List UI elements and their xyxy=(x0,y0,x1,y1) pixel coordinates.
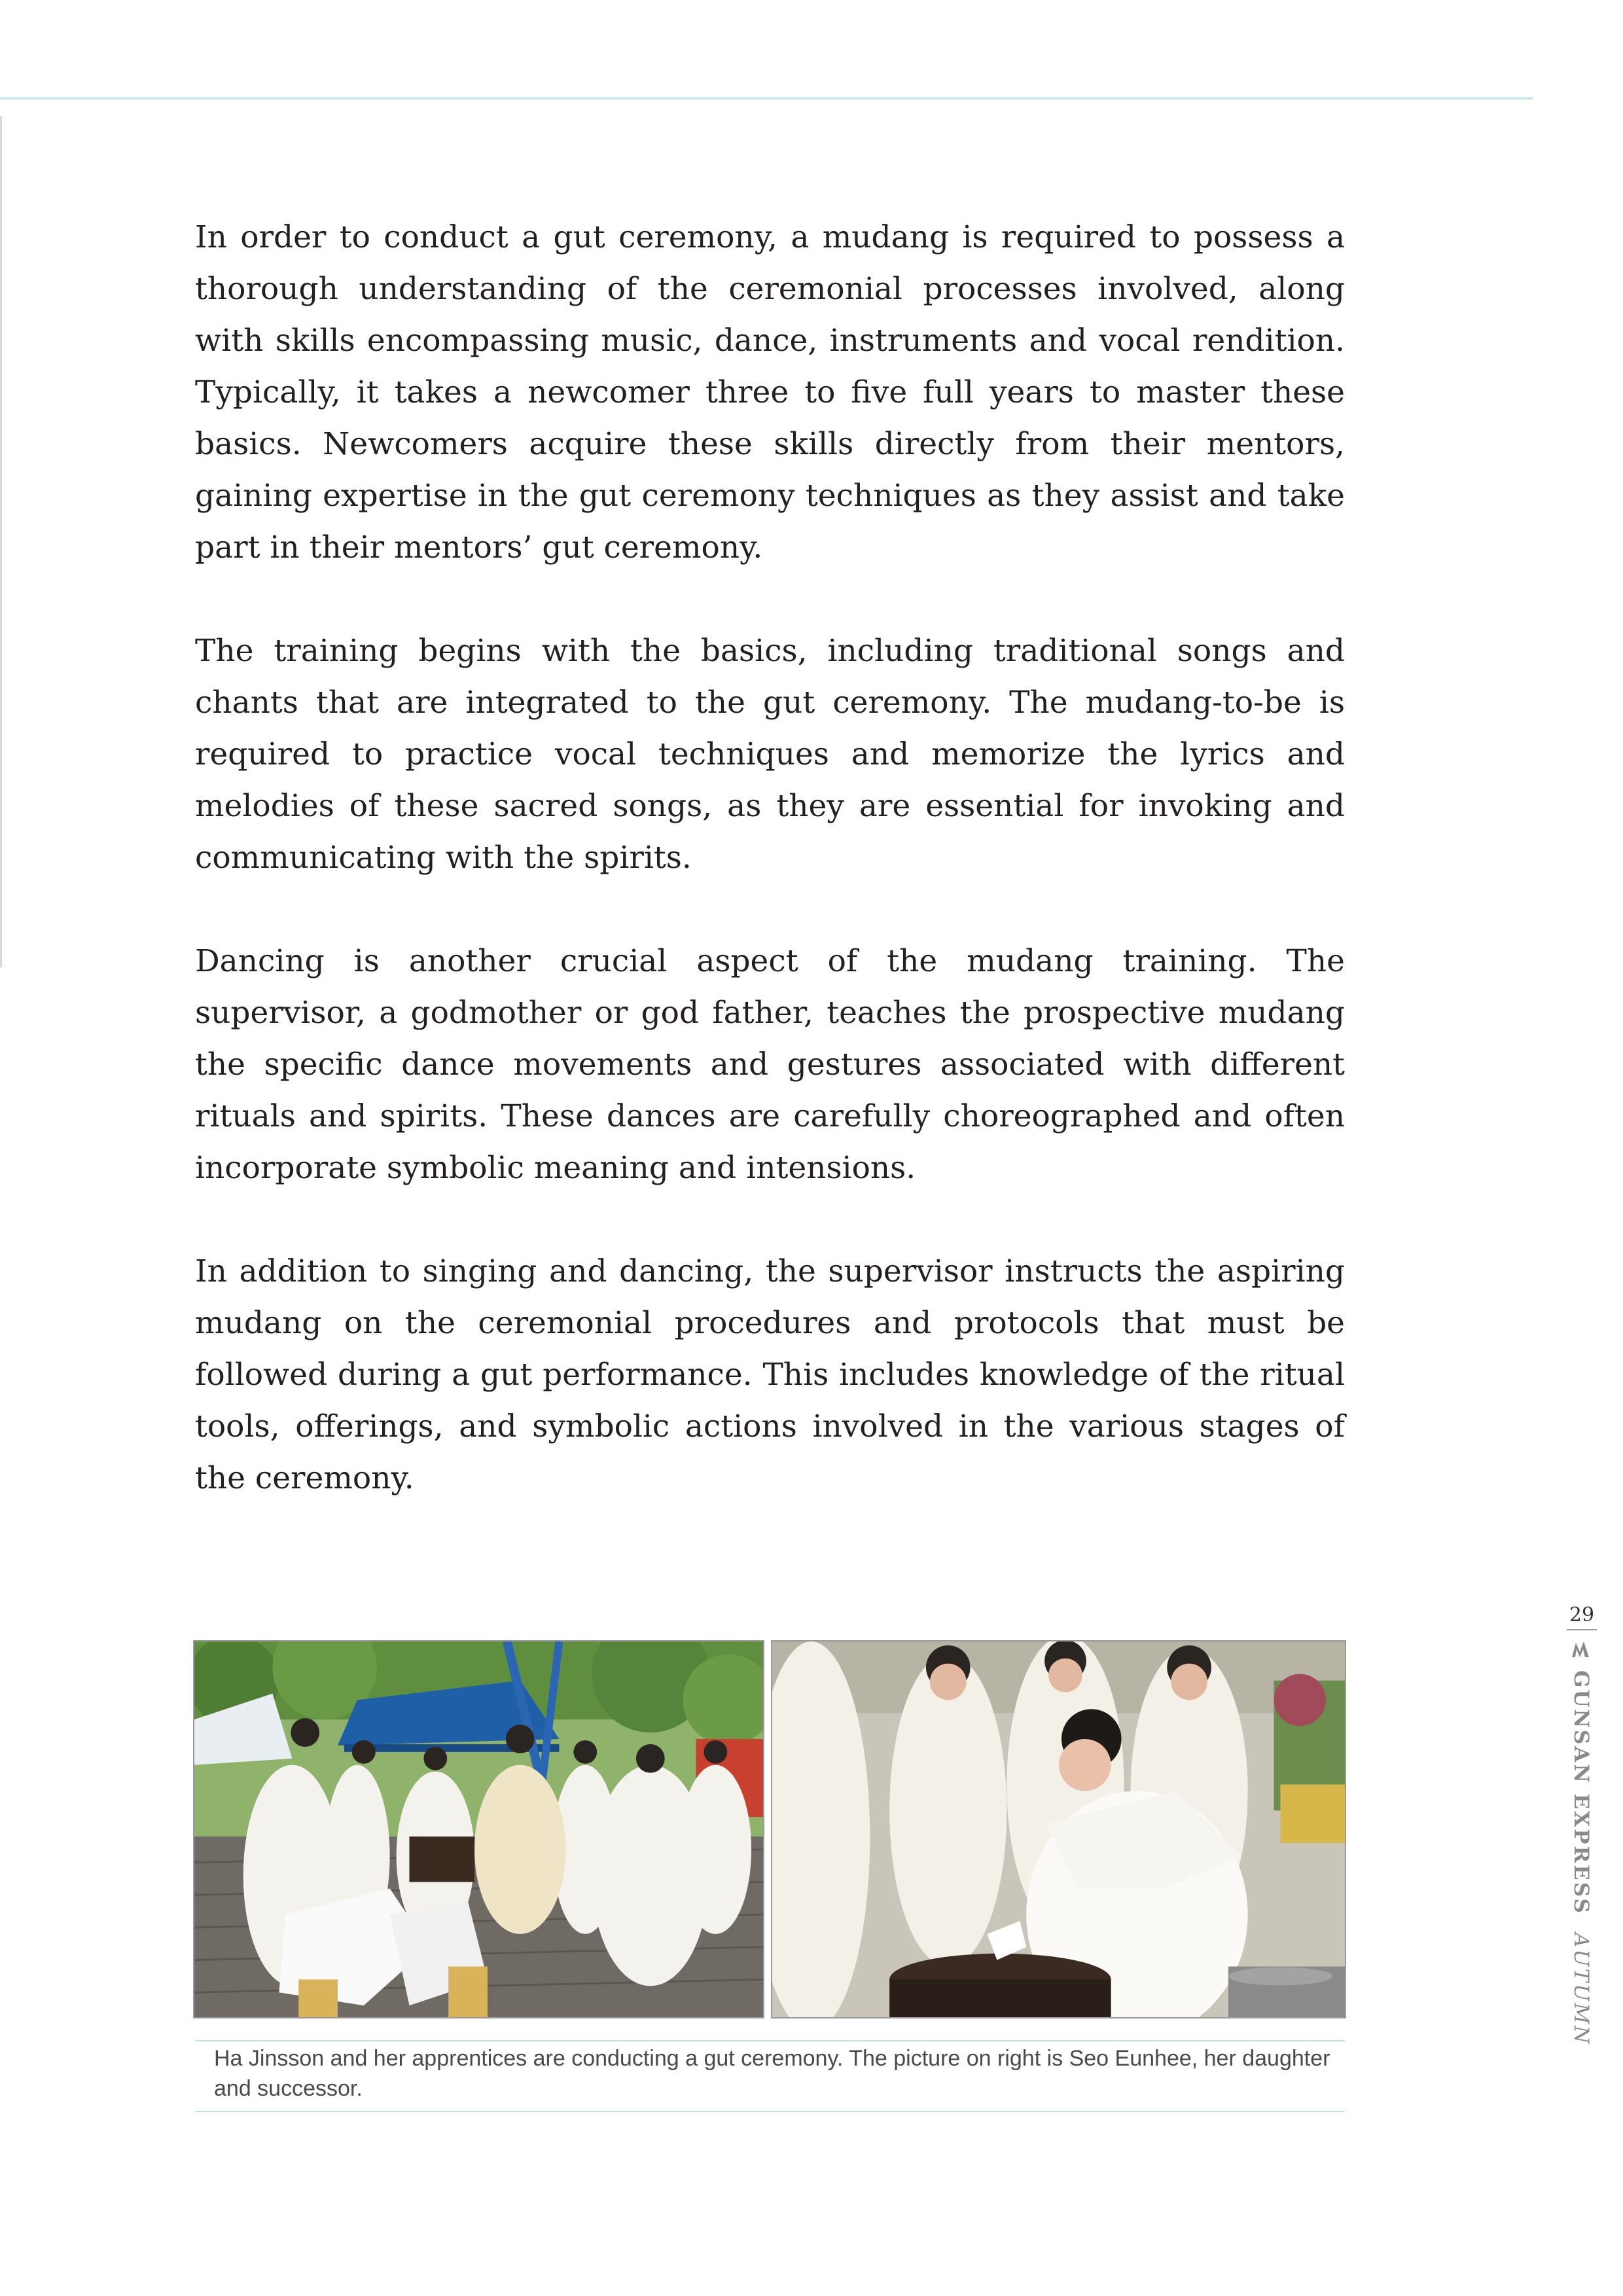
gunsan-logo-icon xyxy=(1569,1638,1593,1661)
caption-bottom-rule xyxy=(195,2111,1345,2112)
masthead-season: AUTUMN xyxy=(1569,1932,1593,2045)
paragraph-1: In order to conduct a gut ceremony, a mudang is required to possess a thorough understanding of the ceremonial processes involved, along with skills encompassing music, dance, instruments and vocal rendition. Typically, it takes a newcomer three to five full years to master these basics. Newcomers acquire these skills directly from their mentors, gaining expertise in the gut ceremony techniques as they assist and take part in their mentors’ gut ceremony. xyxy=(195,219,1345,565)
top-divider xyxy=(0,98,1533,99)
ceremony-photo-left xyxy=(193,1640,764,2018)
caption-top-rule xyxy=(195,2040,1345,2041)
paragraph-4: In addition to singing and dancing, the supervisor instructs the aspiring mudang on the ceremonial procedures and protocols that must be followed during a gut performance. This includes knowledge of the ritual tools, offerings, and symbolic actions involved in the various stages of the ceremony. xyxy=(195,1253,1345,1496)
magazine-masthead xyxy=(1569,1670,1593,2045)
article-body xyxy=(195,211,1345,1556)
paragraph-3: Dancing is another crucial aspect of the mudang training. The supervisor, a godmother or god father, teaches the prospective mudang the specific dance movements and gestures associated with different rituals and spirits. These dances are carefully choreographed and often incorporate symbolic meaning and intensions. xyxy=(195,943,1345,1186)
ceremony-photo-right xyxy=(771,1640,1346,2018)
masthead-brand: GUNSAN EXPRESS xyxy=(1569,1670,1593,1915)
page-number: 29 xyxy=(1567,1604,1597,1630)
photo-caption: Ha Jinsson and her apprentices are conducting a gut ceremony. The picture on right is Seo Eunhee, her daughter and successor. xyxy=(214,2046,1330,2101)
paragraph-2: The training begins with the basics, including traditional songs and chants that are integrated to the gut ceremony. The mudang-to-be is required to practice vocal techniques and memorize the lyrics and melodies of these sacred songs, as they are essential for invoking and communicating with the spirits. xyxy=(195,633,1345,876)
left-margin-rule xyxy=(0,117,2,967)
